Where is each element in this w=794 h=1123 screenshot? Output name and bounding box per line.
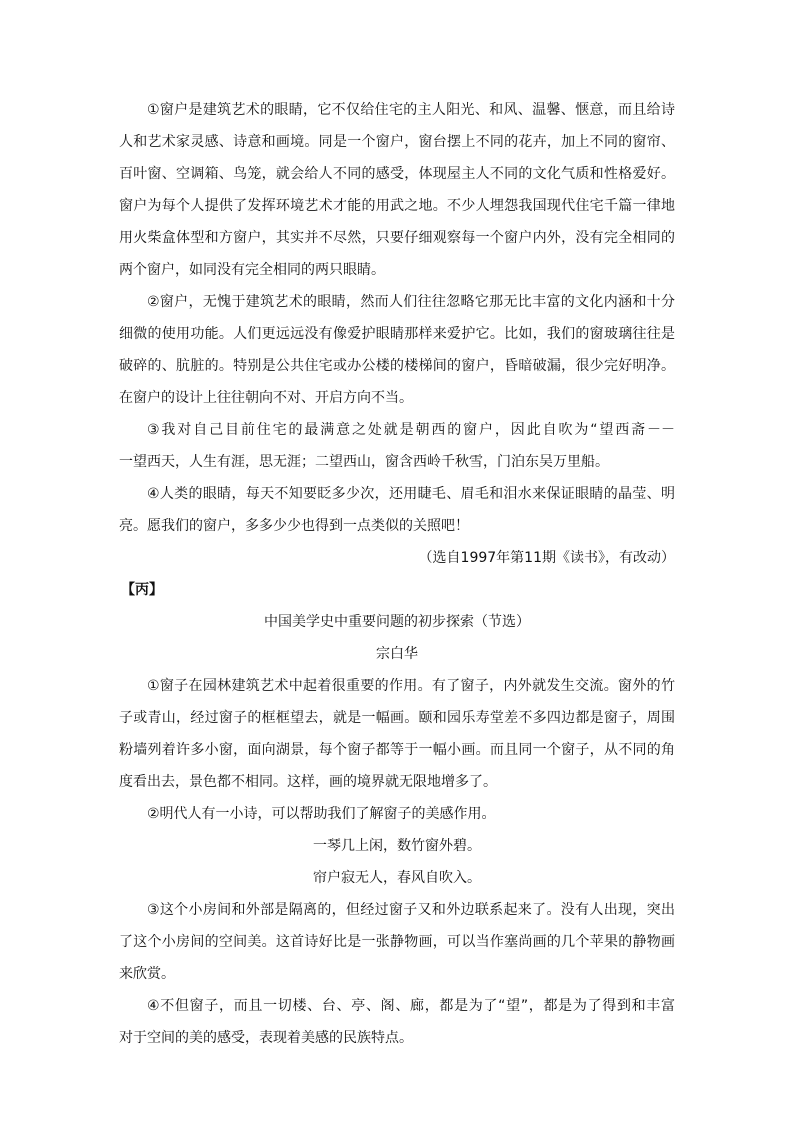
paragraph-line: 一望西天，人生有涯，思无涯；二望西山，窗含西岭千秋雪，门泊东吴万里船。 <box>119 454 609 470</box>
paragraph-line: ③我对自己目前住宅的最满意之处就是朝西的窗户，因此自吹为“望西斋－－ <box>147 422 675 438</box>
paragraph-line: 度看出去，景色都不相同。这样，画的境界就无限地增多了。 <box>119 774 497 790</box>
poem-line: 帘户寂无人，春风自吹入。 <box>313 870 481 886</box>
paragraph-line: 两个窗户，如同没有完全相同的两只眼睛。 <box>119 262 385 278</box>
paragraph-line: 在窗户的设计上往往朝向不对、开启方向不当。 <box>119 390 413 406</box>
section-label: 【丙】 <box>121 582 163 598</box>
paragraph-line: 子或青山，经过窗子的框框望去，就是一幅画。颐和园乐寿堂差不多四边都是窗子，周围 <box>119 710 675 726</box>
paragraph-line: ②窗户，无愧于建筑艺术的眼睛，然而人们往往忽略它那无比丰富的文化内涵和十分 <box>147 294 675 310</box>
paragraph-line: ④人类的眼睛，每天不知要眨多少次，还用睫毛、眉毛和泪水来保证眼睛的晶莹、明 <box>147 486 675 502</box>
paragraph-line: 了这个小房间的空间美。这首诗好比是一张静物画，可以当作塞尚画的几个苹果的静物画 <box>119 934 675 950</box>
paragraph-line: ④不但窗子，而且一切楼、台、亭、阁、廊，都是为了“望”，都是为了得到和丰富 <box>147 998 675 1014</box>
article-author: 宗白华 <box>376 646 418 662</box>
source-citation: （选自1997年第11期《读书》，有改动） <box>418 550 675 566</box>
paragraph-line: 亮。愿我们的窗户，多多少少也得到一点类似的关照吧！ <box>119 518 469 534</box>
paragraph-line: 人和艺术家灵感、诗意和画境。同是一个窗户，窗台摆上不同的花卉，加上不同的窗帘、 <box>119 134 675 150</box>
paragraph-line: ②明代人有一小诗，可以帮助我们了解窗子的美感作用。 <box>147 806 496 822</box>
paragraph-line: ①窗子在园林建筑艺术中起着很重要的作用。有了窗子，内外就发生交流。窗外的竹 <box>147 678 675 694</box>
poem-line: 一琴几上闲，数竹窗外碧。 <box>313 838 481 854</box>
paragraph-line: ③这个小房间和外部是隔离的，但经过窗子又和外边联系起来了。没有人出现，突出 <box>147 902 675 918</box>
paragraph-line: 窗户为每个人提供了发挥环境艺术才能的用武之地。不少人埋怨我国现代住宅千篇一律地 <box>119 198 675 214</box>
paragraph-line: 破碎的、肮脏的。特别是公共住宅或办公楼的楼梯间的窗户，昏暗破漏，很少完好明净。 <box>119 358 675 374</box>
paragraph-line: ①窗户是建筑艺术的眼睛，它不仅给住宅的主人阳光、和风、温馨、惬意，而且给诗 <box>147 102 675 118</box>
paragraph-line: 来欣赏。 <box>119 966 175 982</box>
paragraph-line: 用火柴盒体型和方窗户，其实并不尽然，只要仔细观察每一个窗户内外，没有完全相同的 <box>119 230 675 246</box>
paragraph-line: 百叶窗、空调箱、鸟笼，就会给人不同的感受，体现屋主人不同的文化气质和性格爱好。 <box>119 166 675 182</box>
article-title: 中国美学史中重要问题的初步探索（节选） <box>264 614 530 630</box>
paragraph-line: 细微的使用功能。人们更远远没有像爱护眼睛那样来爱护它。比如，我们的窗玻璃往往是 <box>119 326 675 342</box>
paragraph-line: 对于空间的美的感受，表现着美感的民族特点。 <box>119 1030 413 1046</box>
paragraph-line: 粉墙列着许多小窗，面向湖景，每个窗子都等于一幅小画。而且同一个窗子，从不同的角 <box>119 742 675 758</box>
